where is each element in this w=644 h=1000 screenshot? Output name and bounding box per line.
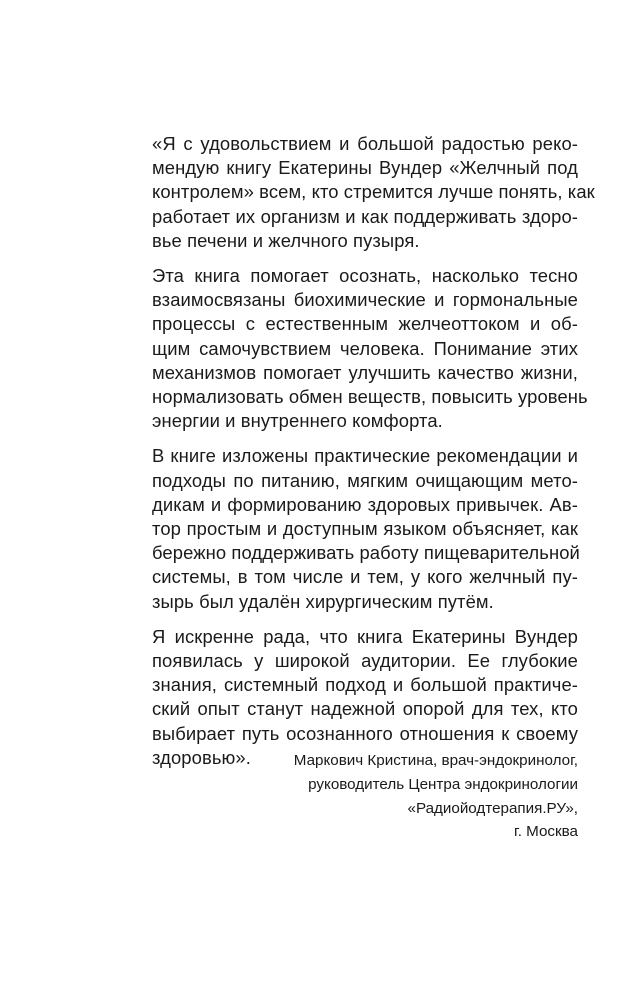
text-line: взаимосвязаны биохимические и гормональные bbox=[152, 289, 578, 311]
text-line: появилась у широкой аудитории. Ее глубокие bbox=[152, 650, 578, 672]
text-line: Я искренне рада, что книга Екатерины Вундер bbox=[152, 625, 578, 647]
text-line: здоровью». bbox=[152, 746, 251, 768]
text-line: работает их организм и как поддерживать здоро- bbox=[152, 205, 578, 227]
paragraph-2 bbox=[152, 264, 588, 433]
author-signature bbox=[218, 749, 578, 844]
text-line: системы, в том числе и тем, у кого желчный пу- bbox=[152, 566, 578, 588]
text-line: знания, системный подход и большой практиче- bbox=[152, 674, 578, 696]
text-line: Эта книга помогает осознать, насколько тесно bbox=[152, 265, 578, 287]
text-line: дикам и формированию здоровых привычек. Ав- bbox=[152, 493, 578, 515]
text-line: механизмов помогает улучшить качество жизни, bbox=[152, 361, 578, 383]
text-line: подходы по питанию, мягким очищающим мето- bbox=[152, 469, 578, 491]
signature-organization: «Радиойодтерапия.РУ», bbox=[407, 799, 578, 817]
text-line: контролем» всем, кто стремится лучше понять, как bbox=[152, 181, 595, 203]
text-line: энергии и внутреннего комфорта. bbox=[152, 410, 443, 432]
text-line: зырь был удалён хирургическим путём. bbox=[152, 590, 494, 612]
signature-position: руководитель Центра эндокринологии bbox=[308, 775, 578, 793]
text-line: бережно поддерживать работу пищеварительной bbox=[152, 542, 580, 564]
text-line: мендую книгу Екатерины Вундер «Желчный под bbox=[152, 157, 578, 179]
text-line: В книге изложены практические рекомендации и bbox=[152, 445, 578, 467]
quote-body bbox=[152, 132, 595, 770]
paragraph-3 bbox=[152, 444, 578, 613]
signature-name: Маркович Кристина, врач-эндокринолог, bbox=[293, 752, 578, 769]
text-line: выбирает путь осознанного отношения к своему bbox=[152, 722, 578, 744]
paragraph-1 bbox=[152, 132, 595, 253]
text-line: нормализовать обмен веществ, повысить уровень bbox=[152, 386, 588, 408]
text-line: процессы с естественным желчеоттоком и об- bbox=[152, 313, 578, 335]
text-line: ский опыт станут надежной опорой для тех, кто bbox=[152, 698, 578, 720]
text-line: щим самочувствием человека. Понимание этих bbox=[152, 337, 578, 359]
text-line: «Я с удовольствием и большой радостью реко- bbox=[152, 133, 578, 154]
text-line: вье печени и желчного пузыря. bbox=[152, 229, 420, 251]
signature-city: г. Москва bbox=[514, 823, 578, 841]
text-line: тор простым и доступным языком объясняет, как bbox=[152, 518, 578, 540]
